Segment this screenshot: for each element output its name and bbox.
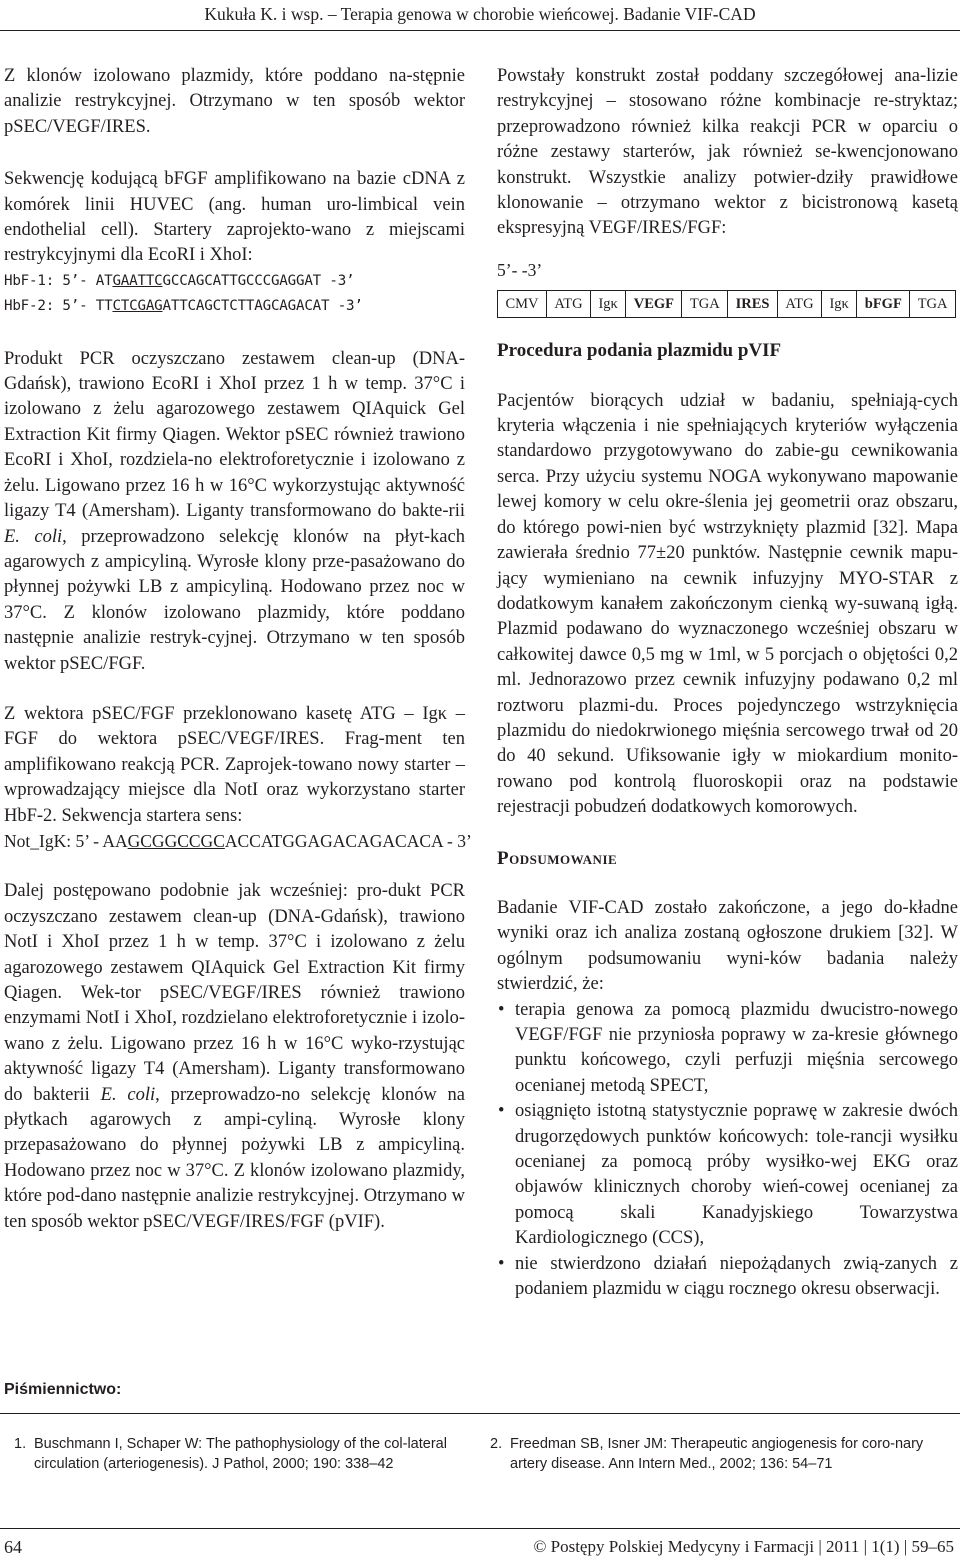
bullet-icon: • bbox=[498, 1101, 505, 1122]
reference-item: 1. Buschmann I, Schaper W: The pathophysiology of the col-lateral circulation (arteriogenesis). J Pathol, 2000; 190: 338–42 bbox=[14, 1436, 447, 1472]
summary-bullet: • terapia genowa za pomocą plazmidu dwucistro-nowego VEGF/FGF nie przyniosła poprawy w za-kresie głównego punktu końcowego, czyli perfuzji mięśnia sercowego ocenianej metodą SPECT, bbox=[498, 999, 958, 1096]
construct-cell: IRES bbox=[727, 291, 777, 317]
right-paragraph-3: Badanie VIF-CAD zostało zakończone, a jego do-kładne wyniki oraz ich analiza zostaną ogłoszone drukiem [32]. W ogólnym podsumowaniu wyni-ków badania należy stwierdzić, że: bbox=[497, 897, 958, 995]
bullet-icon: • bbox=[498, 1253, 505, 1274]
construct-cell: CMV bbox=[505, 295, 539, 312]
left-paragraph-4: Z wektora pSEC/FGF przeklonowano kasetę ATG – Igκ – FGF do wektora pSEC/VEGF/IRES. Frag-ment ten amplifikowano reakcją PCR. Zaprojek-towano nowy starter – wprowadzający miejsce dla NotI oraz wykorzystano starter HbF-2. Sekwencja startera sens: bbox=[4, 703, 465, 826]
right-paragraph-2: Pacjentów biorących udział w badaniu, spełniają-cych kryteria włączenia i nie spełniających kryteriów wyłączenia standardowo przygotowywano do zabie-gu cewnikowania serca. Przy użyciu systemu NOGA wykonywano mapowanie lewej komory w celu okre-ślenia jej geometrii oraz obszaru, do którego powi-nien być wstrzyknięty plazmid [32]. Mapa zawierała średnio 77±20 punktów. Następnie cewnik mapu-jący wymieniano na cewnik infuzyjny MYO-STAR z dodatkowym kanałem zakończonym cienką wy-suwaną igłą. Plazmid podawano do wyznaczonego wcześniej obszaru w całkowitej dawce 0,5 mg w 1ml, w 5 porcjach o objętości 0,2 ml. Jednorazowo przez cewnik infuzyjny podawano 0,2 ml roztworu plazmi-du. Proces pojedynczego wstrzyknięcia plazmidu do niedokrwionego mięśnia sercowego trwał od 20 do 40 sekund. Ufiksowanie igły w miokardium monito-rowano pod kontrolą fluoroskopii oraz na podstawie rejestracji pobudzeń dodatkowych komorowych. bbox=[497, 390, 958, 818]
construct-cell: Igκ bbox=[590, 291, 625, 317]
construct-cell: ATG bbox=[777, 291, 821, 317]
section-heading-procedure: Procedura podania plazmidu pVIF bbox=[497, 340, 782, 362]
construct-cell: TGA bbox=[909, 291, 955, 317]
right-column bbox=[497, 64, 958, 1302]
header-rule bbox=[0, 30, 960, 31]
primer-hbf-1: HbF-1: 5’- ATGAATTCGCCAGCATTGCCCGAGGAT -3’ bbox=[4, 272, 355, 289]
left-column bbox=[4, 64, 472, 1235]
page-number: 64 bbox=[4, 1537, 22, 1557]
left-paragraph-5: Dalej postępowano podobnie jak wcześniej: pro-dukt PCR oczyszczano zestawem clean-up (DNA-Gdańsk), trawiono NotI i XhoI przez 1 h w temp. 37°C i izolowano z żelu agarozowego zestawem QIAquick Gel Extraction Kit firmy Qiagen. Wek-tor pSEC/VEGF/IRES również trawiono enzymami NotI i XhoI, rozdzielano elektroforetycznie i izolo-wano z żelu. Ligowano przez 16 h w 16°C wyko-rzystując aktywność ligazy T4 (Amersham). Liganty transformowano do bakterii E. coli, przeprowadzo-no selekcję klonów na płytkach agarowych z ampi-cyliną. Wyrosłe klony przepasażowano do płynnej pożywki LB z ampicyliną. Hodowano przez noc w 37°C. Z klonów izolowano plazmidy, które pod-dano następnie analizie restrykcyjnej. Otrzymano w ten sposób wektor pSEC/VEGF/IRES/FGF (pVIF). bbox=[4, 881, 465, 1232]
journal-citation: © Postępy Polskiej Medycyny i Farmacji | 2011 | 1(1) | 59–65 bbox=[533, 1537, 954, 1556]
running-head: Kukuła K. i wsp. – Terapia genowa w chorobie wieńcowej. Badanie VIF-CAD bbox=[204, 4, 756, 24]
reference-item: 2. Freedman SB, Isner JM: Therapeutic angiogenesis for coro-nary artery disease. Ann Intern Med., 2002; 136: 54–71 bbox=[490, 1436, 924, 1472]
construct-cell: TGA bbox=[681, 291, 727, 317]
left-paragraph-2 bbox=[4, 167, 465, 269]
noti-site: GCGGCCGC bbox=[127, 830, 225, 851]
left-paragraph-1: Z klonów izolowano plazmidy, które poddano na-stępnie analizie restrykcyjnej. Otrzymano w ten sposób wektor pSEC/VEGF/IRES. bbox=[4, 66, 465, 137]
construct-cell: Igκ bbox=[821, 291, 856, 317]
references-title: Piśmiennictwo: bbox=[4, 1381, 122, 1398]
construct-cell: ATG bbox=[546, 291, 590, 317]
left-paragraph-2b: Startery zaprojekto-wano z miejscami restrykcyjnymi dla EcoRI i XhoI: bbox=[4, 220, 465, 266]
bullet-icon: • bbox=[498, 999, 505, 1020]
construct-cell: VEGF bbox=[625, 291, 681, 317]
left-paragraph-3: Produkt PCR oczyszczano zestawem clean-up (DNA-Gdańsk), trawiono EcoRI i XhoI przez 1 h w temp. 37°C i izolowano z żelu agarozowego zestawem QIAquick Gel Extraction Kit firmy Qiagen. Wektor pSEC również trawiono EcoRI i XhoI, rozdziela-no elektroforetycznie i izolowano z żelu. Ligowano przez 16 h w 16°C wykorzystując aktywność ligazy T4 (Amersham). Liganty transformowano do bakte-rii E. coli, przeprowadzono selekcję klonów na płyt-kach agarowych z ampicyliną. Wyrosłe klony prze-pasażowano do płynnej pożywki LB z ampicyliną. Hodowano przez noc w 37°C. Z klonów izolowano plazmidy, które poddano następnie analizie restryk-cyjnej. Otrzymano w ten sposób wektor pSEC/FGF. bbox=[4, 348, 465, 674]
summary-bullet-list bbox=[497, 998, 958, 1303]
right-paragraph-1: Powstały konstrukt został poddany szczegółowej ana-lizie restrykcyjnej – stosowano różne kombinacje re-stryktaz; przeprowadzono również kilka reakcji PCR w oparciu o różne zestawy starterów, jak również se-kwencjonowano konstrukt. Wszystkie analizy potwier-dziły prawidłowe klonowanie – otrzymano wektor z bicistronową kasetą ekspresyjną VEGF/IRES/FGF: bbox=[497, 66, 958, 239]
summary-bullet: • osiągnięto istotną statystycznie poprawę w zakresie dwóch drugorzędowych punktów końcowych: tole-rancji wysiłku ocenianej za pomocą próby wysiłko-wej EKG oraz objawów klinicznych choroby wień-cowej ocenianej za pomocą skali Kanadyjskiego Towarzystwa Kardiologicznego (CCS), bbox=[498, 1101, 958, 1249]
xhoi-site: CTCGAG bbox=[112, 298, 163, 315]
left-paragraph-2a: Sekwencję kodującą bFGF amplifikowano na bazie cDNA z komórek linii HUVEC (ang. human uro-limbical vein endothelial cell). bbox=[4, 169, 465, 241]
footer-rule bbox=[0, 1528, 960, 1529]
construct-diagram bbox=[497, 290, 956, 318]
ecori-site: GAATTC bbox=[112, 272, 163, 289]
references-rule bbox=[0, 1413, 960, 1414]
construct-orientation-label: 5’- -3’ bbox=[497, 259, 543, 280]
primer-hbf-2: HbF-2: 5’- TTCTCGAGATTCAGCTCTTAGCAGACAT -3’ bbox=[4, 298, 363, 315]
construct-cell: bFGF bbox=[856, 291, 909, 317]
primer-not-igk: Not_IgK: 5’ - AAGCGGCCGCACCATGGAGACAGACACA - 3’ bbox=[4, 830, 472, 851]
summary-bullet: • nie stwierdzono działań niepożądanych zwią-zanych z podaniem plazmidu w ciągu rocznego okresu obserwacji. bbox=[498, 1253, 958, 1300]
section-heading-summary: Podsumowanie bbox=[497, 847, 618, 869]
